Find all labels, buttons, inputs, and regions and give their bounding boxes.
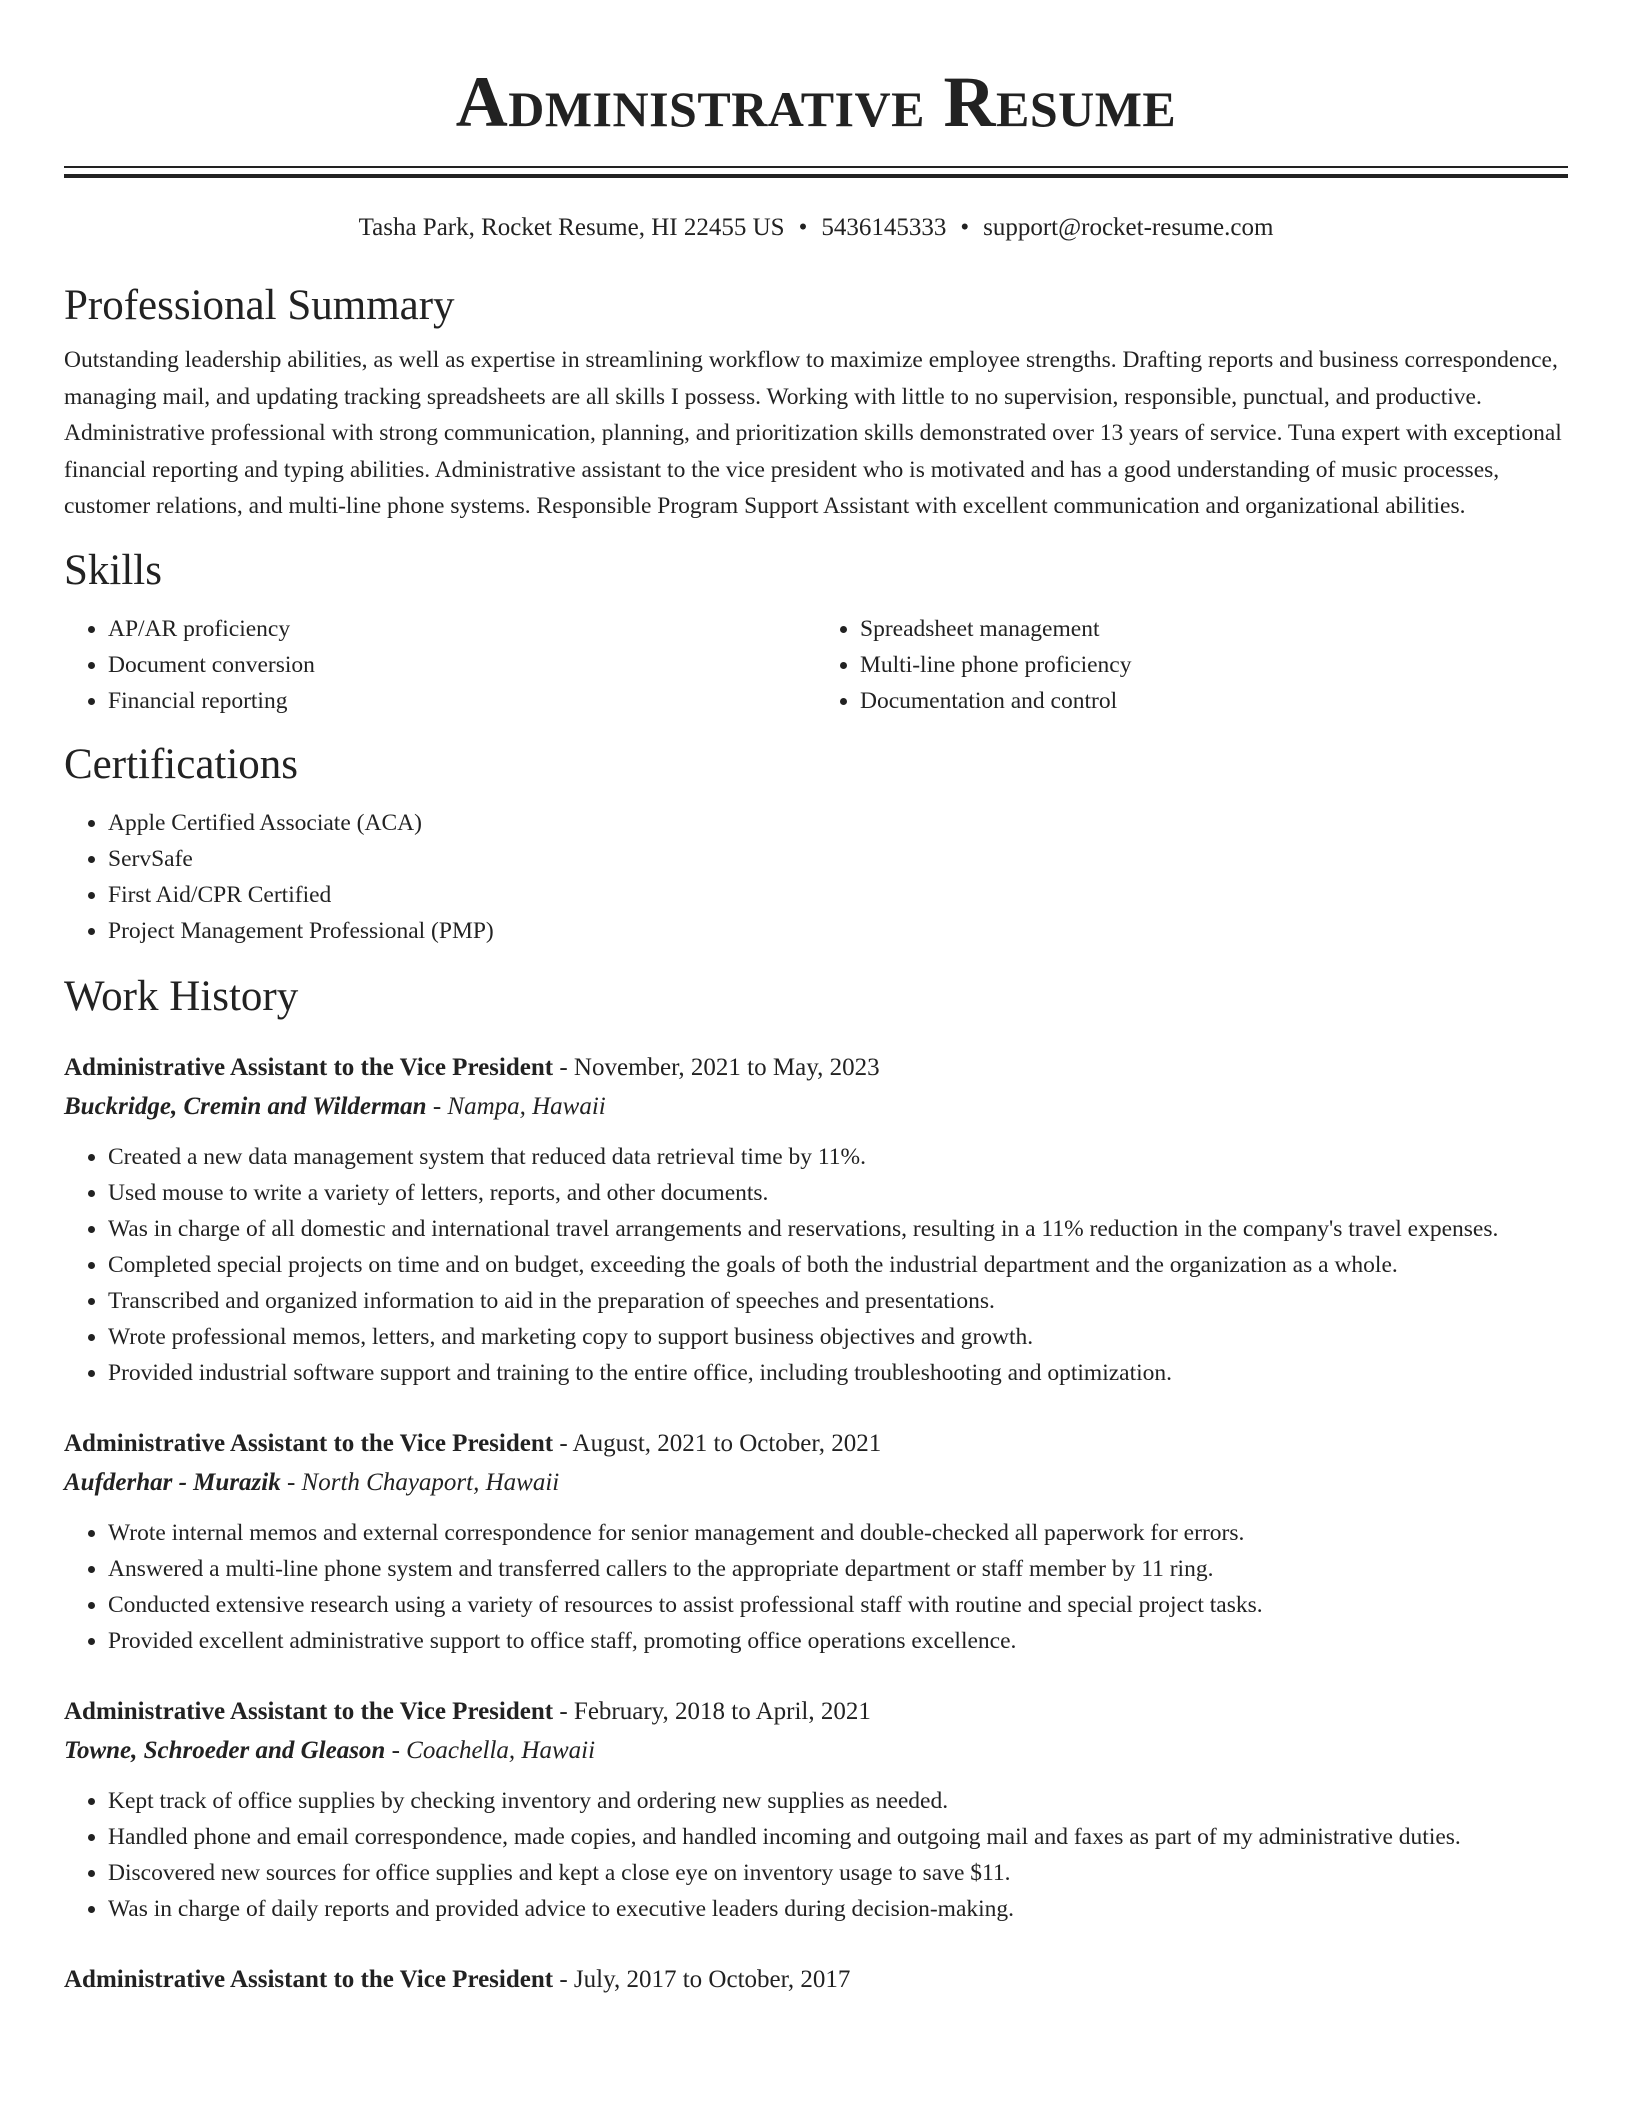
job-bullet: • Handled phone and email correspondence, made copies, and handled incoming and outgoing mail and faxes as part of my administrative duties. [108, 1819, 1568, 1855]
job-dates: - November, 2021 to May, 2023 [553, 1053, 880, 1081]
job-bullet: • Discovered new sources for office supplies and kept a close eye on inventory usage to save $11. [108, 1855, 1568, 1891]
contact-separator: • [798, 214, 808, 241]
contact-phone: 5436145333 [821, 214, 947, 241]
work-history-heading: Work History [64, 972, 299, 1020]
summary-text: Outstanding leadership abilities, as well as expertise in streamlining workflow to maximize employee strengths. Drafting reports and business correspondence, managing mail, and updating tracking spreadsheets are all skills I possess. Working with little to no supervision, responsible, punctual, and productive. Administrative professional with strong communication, planning, and prioritization skills demonstrated over 13 years of service. Tuna expert with exceptional financial reporting and typing abilities. Administrative assistant to the vice president who is motivated and has a good understanding of music processes, customer relations, and multi-line phone systems. Responsible Program Support Assistant with excellent communication and organizational abilities. [64, 347, 1562, 519]
job-bullet: • Was in charge of daily reports and provided advice to executive leaders during decision-making. [108, 1891, 1568, 1927]
job-role: Administrative Assistant to the Vice President [64, 1053, 554, 1081]
skill-item: • Document conversion [108, 647, 816, 683]
job-bullet: • Wrote internal memos and external correspondence for senior management and double-checked all paperwork for errors. [108, 1515, 1568, 1551]
certification-item: • Project Management Professional (PMP) [108, 913, 1568, 949]
job-header [64, 1049, 1568, 1087]
job-dates: - February, 2018 to April, 2021 [553, 1697, 871, 1725]
job-entry [64, 1049, 1568, 1391]
job-entry [64, 1693, 1568, 1927]
job-bullet: • Transcribed and organized information to aid in the preparation of speeches and presentations. [108, 1283, 1568, 1319]
job-dates: - July, 2017 to October, 2017 [553, 1965, 851, 1993]
job-bullet: • Was in charge of all domestic and international travel arrangements and reservations, resulting in a 11% reduction in the company's travel expenses. [108, 1211, 1568, 1247]
job-company-line [64, 1731, 1568, 1771]
job-bullet: • Conducted extensive research using a variety of resources to assist professional staff with routine and special project tasks. [108, 1587, 1568, 1623]
job-bullet: • Provided excellent administrative support to office staff, promoting office operations excellence. [108, 1623, 1568, 1659]
job-company-line [64, 1087, 1568, 1127]
skill-item: • AP/AR proficiency [108, 611, 816, 647]
skill-item: • Spreadsheet management [860, 611, 1568, 647]
job-company-line [64, 1463, 1568, 1503]
job-dates: - August, 2021 to October, 2021 [553, 1429, 882, 1457]
job-role: Administrative Assistant to the Vice President [64, 1697, 554, 1725]
job-bullet: • Provided industrial software support and training to the entire office, including troubleshooting and optimization. [108, 1355, 1568, 1391]
summary-heading: Professional Summary [64, 282, 455, 329]
job-role: Administrative Assistant to the Vice President [64, 1965, 554, 1993]
job-bullet: • Kept track of office supplies by checking inventory and ordering new supplies as needed. [108, 1783, 1568, 1819]
job-bullet: • Created a new data management system that reduced data retrieval time by 11%. [108, 1139, 1568, 1175]
title-double-rule [64, 166, 1568, 178]
job-bullet: • Answered a multi-line phone system and transferred callers to the appropriate department or staff member by 11 ring. [108, 1551, 1568, 1587]
job-bullet: • Used mouse to write a variety of letters, reports, and other documents. [108, 1175, 1568, 1211]
skill-item: • Multi-line phone proficiency [860, 647, 1568, 683]
job-entry [64, 1961, 1568, 1999]
job-location: - North Chayaport, Hawaii [280, 1468, 560, 1496]
job-bullets [64, 1139, 1568, 1391]
job-company: Towne, Schroeder and Gleason [64, 1736, 386, 1764]
job-role: Administrative Assistant to the Vice President [64, 1429, 554, 1457]
job-location: - Coachella, Hawaii [385, 1736, 596, 1764]
job-bullet: • Wrote professional memos, letters, and marketing copy to support business objectives and growth. [108, 1319, 1568, 1355]
resume-page [64, 0, 1568, 1999]
job-header [64, 1425, 1568, 1463]
certification-item: • ServSafe [108, 841, 1568, 877]
certification-item: • Apple Certified Associate (ACA) [108, 805, 1568, 841]
job-entry [64, 1425, 1568, 1659]
skill-item: • Documentation and control [860, 683, 1568, 719]
contact-line [64, 212, 1568, 244]
job-header [64, 1961, 1568, 1999]
skills-list-left [64, 611, 816, 719]
certifications-heading: Certifications [64, 740, 299, 788]
certifications-list [64, 805, 1568, 949]
skills-list-right [816, 611, 1568, 719]
job-company: Buckridge, Cremin and Wilderman [64, 1092, 427, 1120]
job-bullet: • Completed special projects on time and on budget, exceeding the goals of both the industrial department and the organization as a whole. [108, 1247, 1568, 1283]
skill-item: • Financial reporting [108, 683, 816, 719]
skills-heading: Skills [64, 546, 162, 594]
job-company: Aufderhar - Murazik [64, 1468, 281, 1496]
job-bullets [64, 1783, 1568, 1927]
document-title: Administrative Resume [455, 62, 1177, 142]
job-bullets [64, 1515, 1568, 1659]
contact-email: support@rocket-resume.com [983, 214, 1274, 241]
job-location: - Nampa, Hawaii [426, 1092, 606, 1120]
contact-address: Tasha Park, Rocket Resume, HI 22455 US [358, 214, 785, 241]
skills-columns [64, 611, 1568, 719]
job-header [64, 1693, 1568, 1731]
certification-item: • First Aid/CPR Certified [108, 877, 1568, 913]
contact-separator: • [960, 214, 970, 241]
